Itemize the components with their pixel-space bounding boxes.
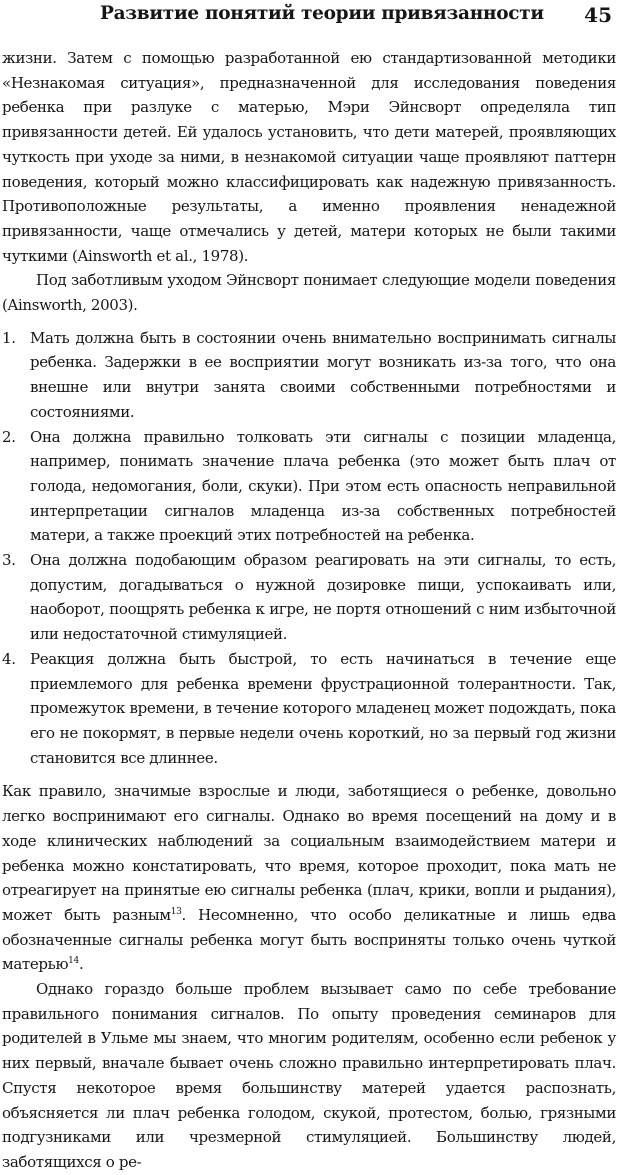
page-number: 45 [584,3,612,27]
footnote-ref-13[interactable]: 13 [170,906,182,917]
list-item-number: 2. [2,427,16,446]
list-item-text: Мать должна быть в состоянии очень внимательно воспринимать сигналы ребенка. Задержки в ее восприятии могут возникать из-за того, что она внешне или внутри занята своими собственными потребностями и состояниями. [30,328,616,421]
paragraph-1: жизни. Затем с помощью разработанной ею стандартизованной методики «Незнакомая ситуация», предназначенной для исследования поведения ребенка при разлуке с матерью, Мэри Эйнсворт определяла тип привязанности детей. Ей удалось установить, что дети матерей, проявляющих чуткость при уходе за ними, в незнакомой ситуации чаще проявляют паттерн поведения, который можно классифицировать как надежную привязанность. Противоположные результаты, а именно проявления ненадежной привязанности, чаще отмечались у детей, матери которых не были такими чуткими (Ainsworth et al., 1978). [2,49,616,265]
paragraph-3-text-c: . [78,955,84,974]
list-item-text: Она должна подобающим образом реагировать на эти сигналы, то есть, допустим, догадываться о нужной дозировке пищи, успокаивать или, наоборот, поощрять ребенка к игре, не портя отношений с ним избыточной или недостаточной стимуляцией. [30,551,616,644]
list-item-text: Реакция должна быть быстрой, то есть начинаться в течение еще приемлемого для ребенка времени фрустрационной толерантности. Так, промежуток времени, в течение которого младенец может подождать, пока его не покормят, в первые недели очень короткий, но за первый год жизни становится все длиннее. [30,649,616,767]
paragraph-2: Под заботливым уходом Эйнсворт понимает следующие модели поведения (Ainsworth, 2003). [2,271,616,315]
list-item [2,647,616,771]
list-item-text: Она должна правильно толковать эти сигналы с позиции младенца, например, понимать значение плача ребенка (это может быть плач от голода, недомогания, боли, скуки). При этом есть опасность неправильной интерпретации сигналов младенца из-за собственных потребностей матери, а также проекций этих потребностей на ребенка. [30,427,616,545]
list-item [2,425,616,549]
paragraph-3-text-a: Как правило, значимые взрослые и люди, заботящиеся о ребенке, довольно легко воспринимают его сигналы. Однако во время посещений на дому и в ходе клинических наблюдений за социальным взаимодействием матери и ребенка можно констатировать, что время, которое проходит, пока мать не отреагирует на принятые ею сигналы ребенка (плач, крики, вопли и рыдания), может быть разным [2,782,616,924]
list-item-number: 4. [2,649,16,668]
running-title: Развитие понятий теории привязанности [100,3,544,24]
page-header [0,3,620,29]
paragraph-3 [2,779,616,977]
body-text [2,46,616,1175]
list-item-number: 3. [2,551,16,570]
list-item [2,548,616,647]
paragraph-3-text-b: . Несомненно, что особо деликатные и лишь едва обозначенные сигналы ребенка могут быть восприняты только очень чуткой матерью [2,905,616,974]
list-item-number: 1. [2,328,16,347]
footnote-ref-14[interactable]: 14 [68,956,79,967]
paragraph-4: Однако гораздо больше проблем вызывает само по себе требование правильного понимания сигналов. По опыту проведения семинаров для родителей в Ульме мы знаем, что многим родителям, особенно если ребенок у них первый, вначале бывает очень сложно правильно интерпретировать плач. Спустя некоторое время большинству матерей удается распознать, объясняется ли плач ребенка голодом, скукой, протестом, болью, грязными подгузниками или чрезмерной стимуляцией. Большинству людей, заботящихся о ре- [2,980,616,1171]
care-behaviour-list [2,326,616,771]
list-item [2,326,616,425]
